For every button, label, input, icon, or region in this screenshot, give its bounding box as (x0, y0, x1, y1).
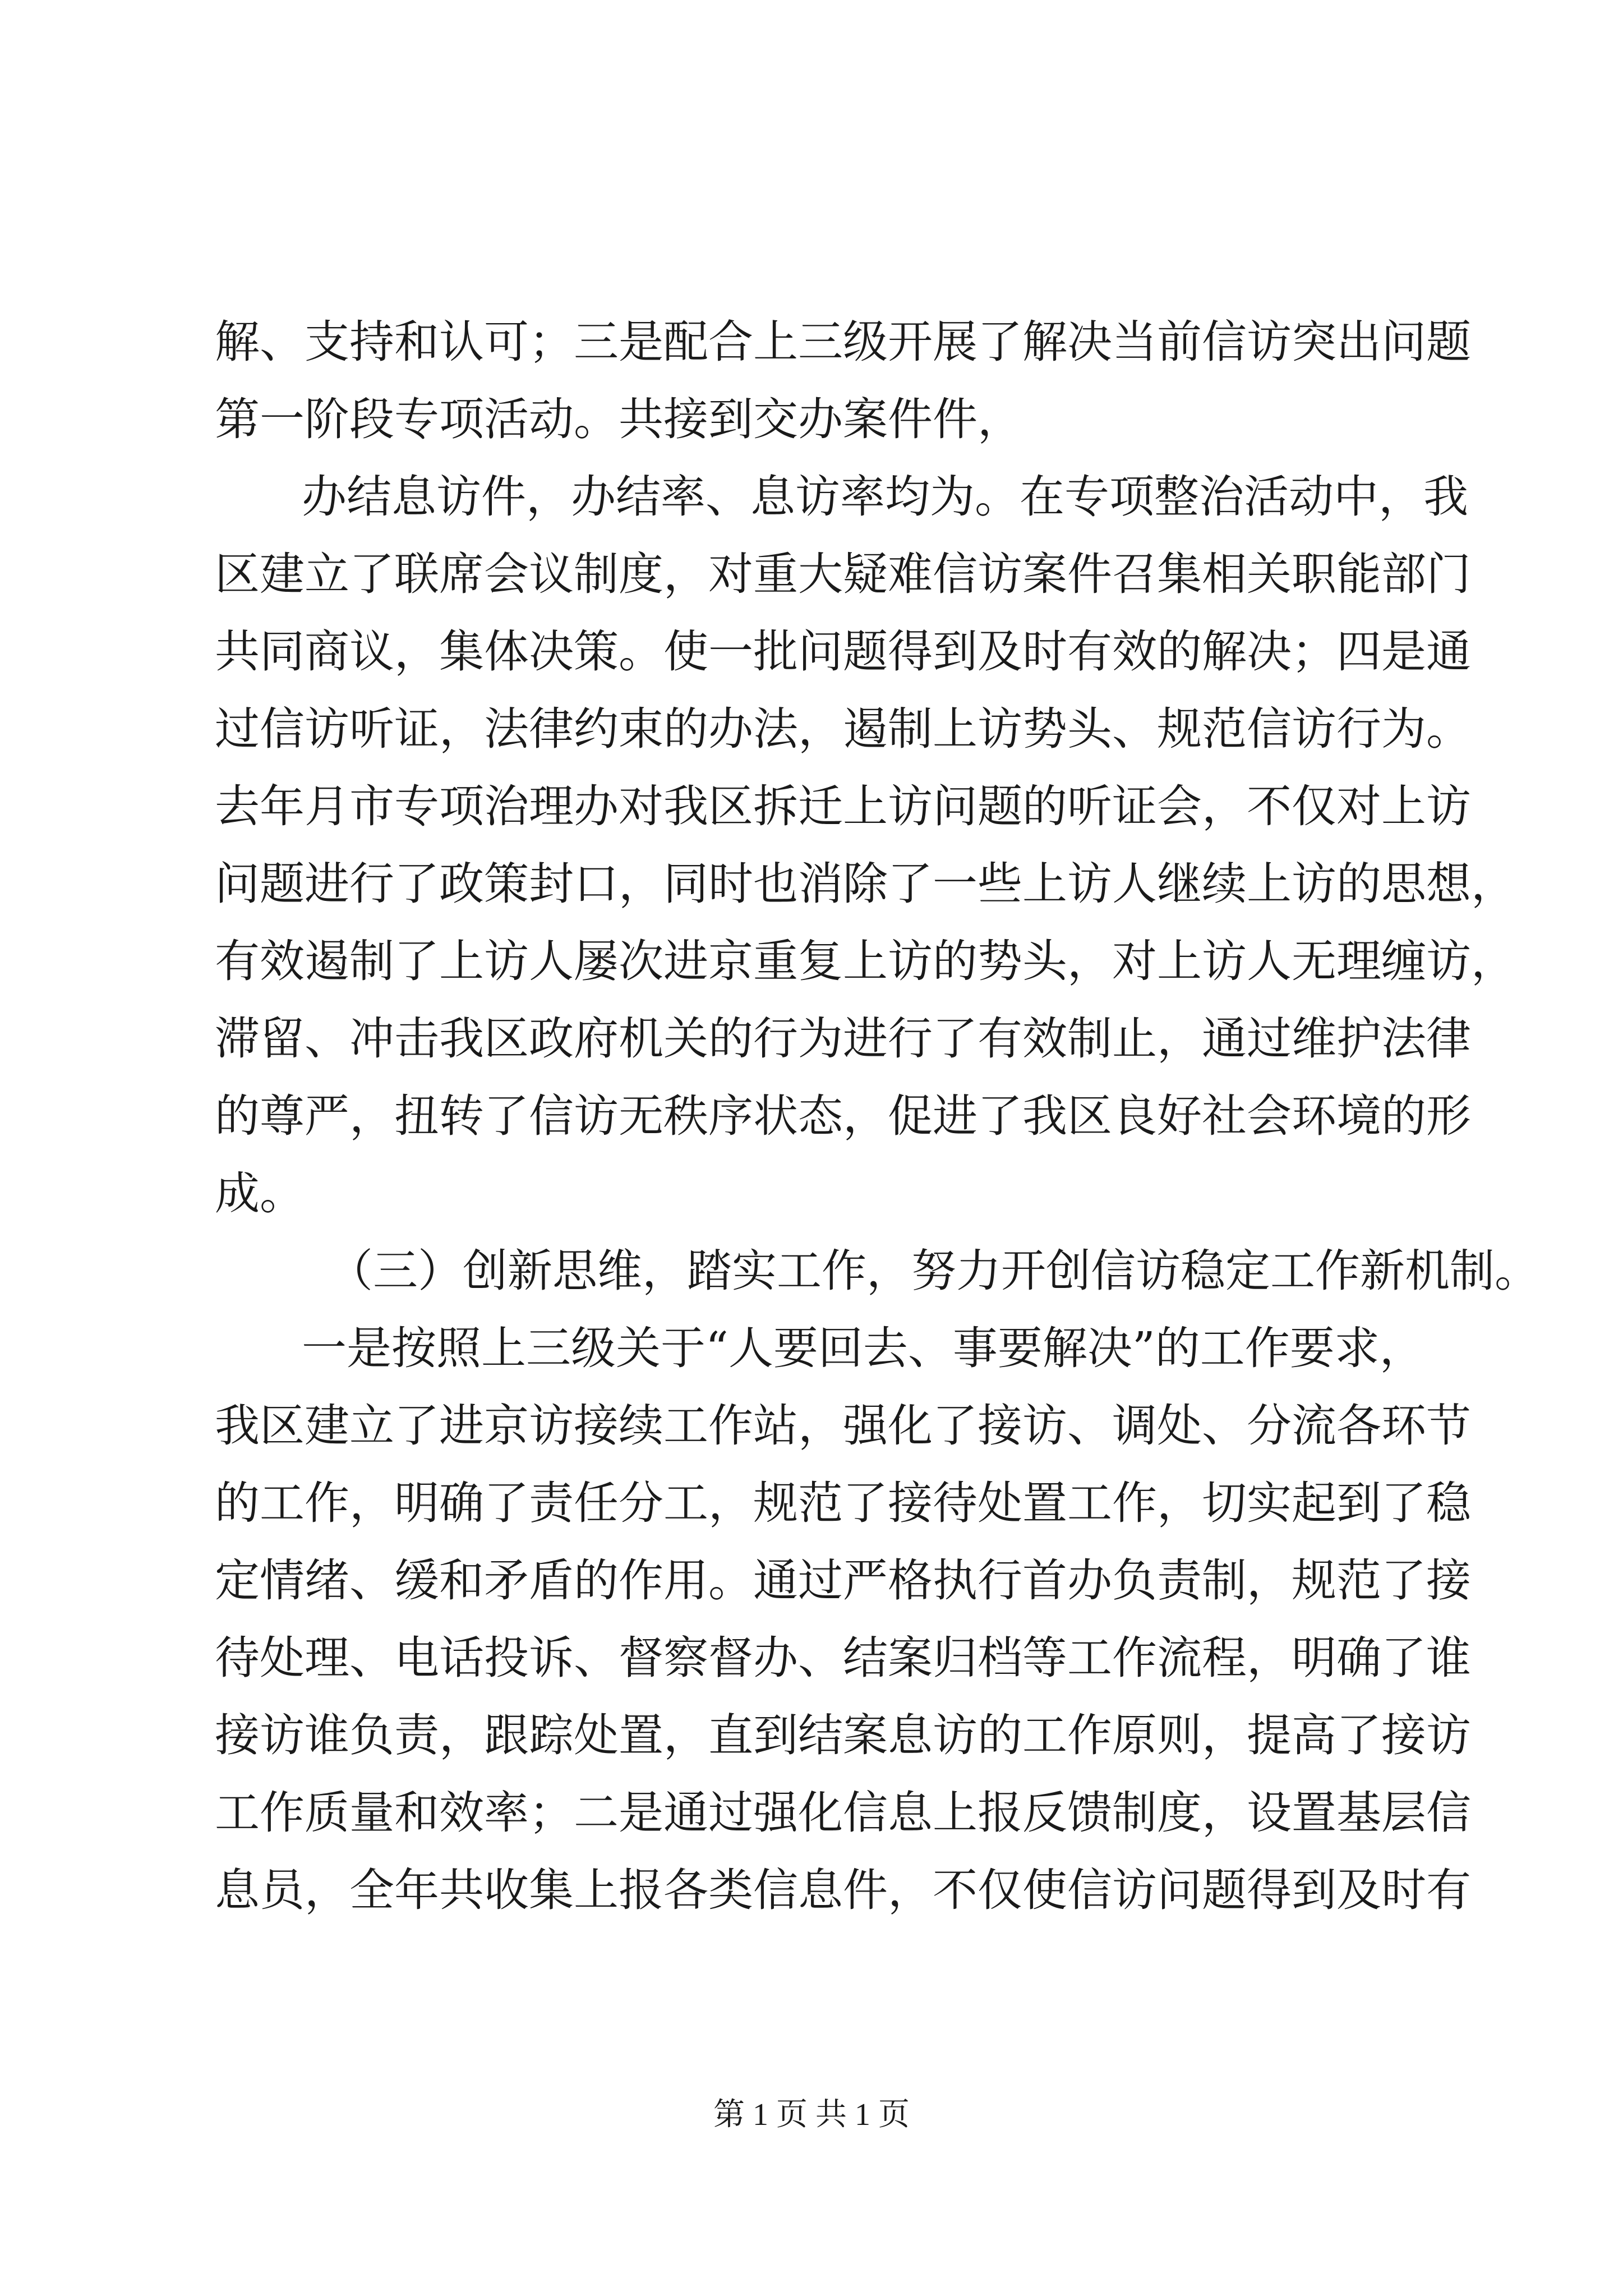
text-line-4: 区建立了联席会议制度，对重大疑难信访案件召集相关职能部门 (215, 548, 1471, 600)
text-line-6: 过信访听证，法律约束的办法，遏制上访势头、规范信访行为。 (215, 703, 1471, 755)
text-line-10: 滞留、冲击我区政府机关的行为进行了有效制止，通过维护法律 (215, 1013, 1471, 1065)
text-line-17: 定情绪、缓和矛盾的作用。通过严格执行首办负责制，规范了接 (215, 1554, 1471, 1607)
text-line-5: 共同商议，集体决策。使一批问题得到及时有效的解决；四是通 (215, 625, 1471, 678)
text-line-11: 的尊严，扭转了信访无秩序状态，促进了我区良好社会环境的形 (215, 1090, 1471, 1142)
page-footer: 第 1 页 共 1 页 (713, 2097, 910, 2132)
text-line-15: 我区建立了进京访接续工作站，强化了接访、调处、分流各环节 (215, 1400, 1471, 1452)
text-line-16: 的工作，明确了责任分工，规范了接待处置工作，切实起到了稳 (215, 1477, 1471, 1529)
text-line-19: 接访谁负责，跟踪处置，直到结案息访的工作原则，提高了接访 (215, 1709, 1471, 1761)
text-line-9: 有效遏制了上访人屡次进京重复上访的势头，对上访人无理缠访， (215, 935, 1516, 987)
text-line-21: 息员，全年共收集上报各类信息件，不仅使信访问题得到及时有 (215, 1864, 1471, 1916)
text-line-20: 工作质量和效率；二是通过强化信息上报反馈制度，设置基层信 (215, 1787, 1471, 1839)
text-line-7: 去年月市专项治理办对我区拆迁上访问题的听证会，不仅对上访 (215, 780, 1471, 832)
text-line-14: 一是按照上三级关于“人要回去、事要解决”的工作要求， (302, 1322, 1424, 1374)
text-line-1: 解、支持和认可；三是配合上三级开展了解决当前信访突出问题 (215, 316, 1471, 368)
section-heading: （三）创新思维，踏实工作，努力开创信访稳定工作新机制。 (328, 1245, 1539, 1297)
text-line-2: 第一阶段专项活动。共接到交办案件件， (215, 393, 1022, 445)
text-line-18: 待处理、电话投诉、督察督办、结案归档等工作流程，明确了谁 (215, 1632, 1471, 1684)
text-line-12: 成。 (215, 1167, 305, 1220)
text-line-8: 问题进行了政策封口，同时也消除了一些上访人继续上访的思想， (215, 858, 1516, 910)
text-line-3: 办结息访件，办结率、息访率均为。在专项整治活动中，我 (302, 471, 1468, 523)
